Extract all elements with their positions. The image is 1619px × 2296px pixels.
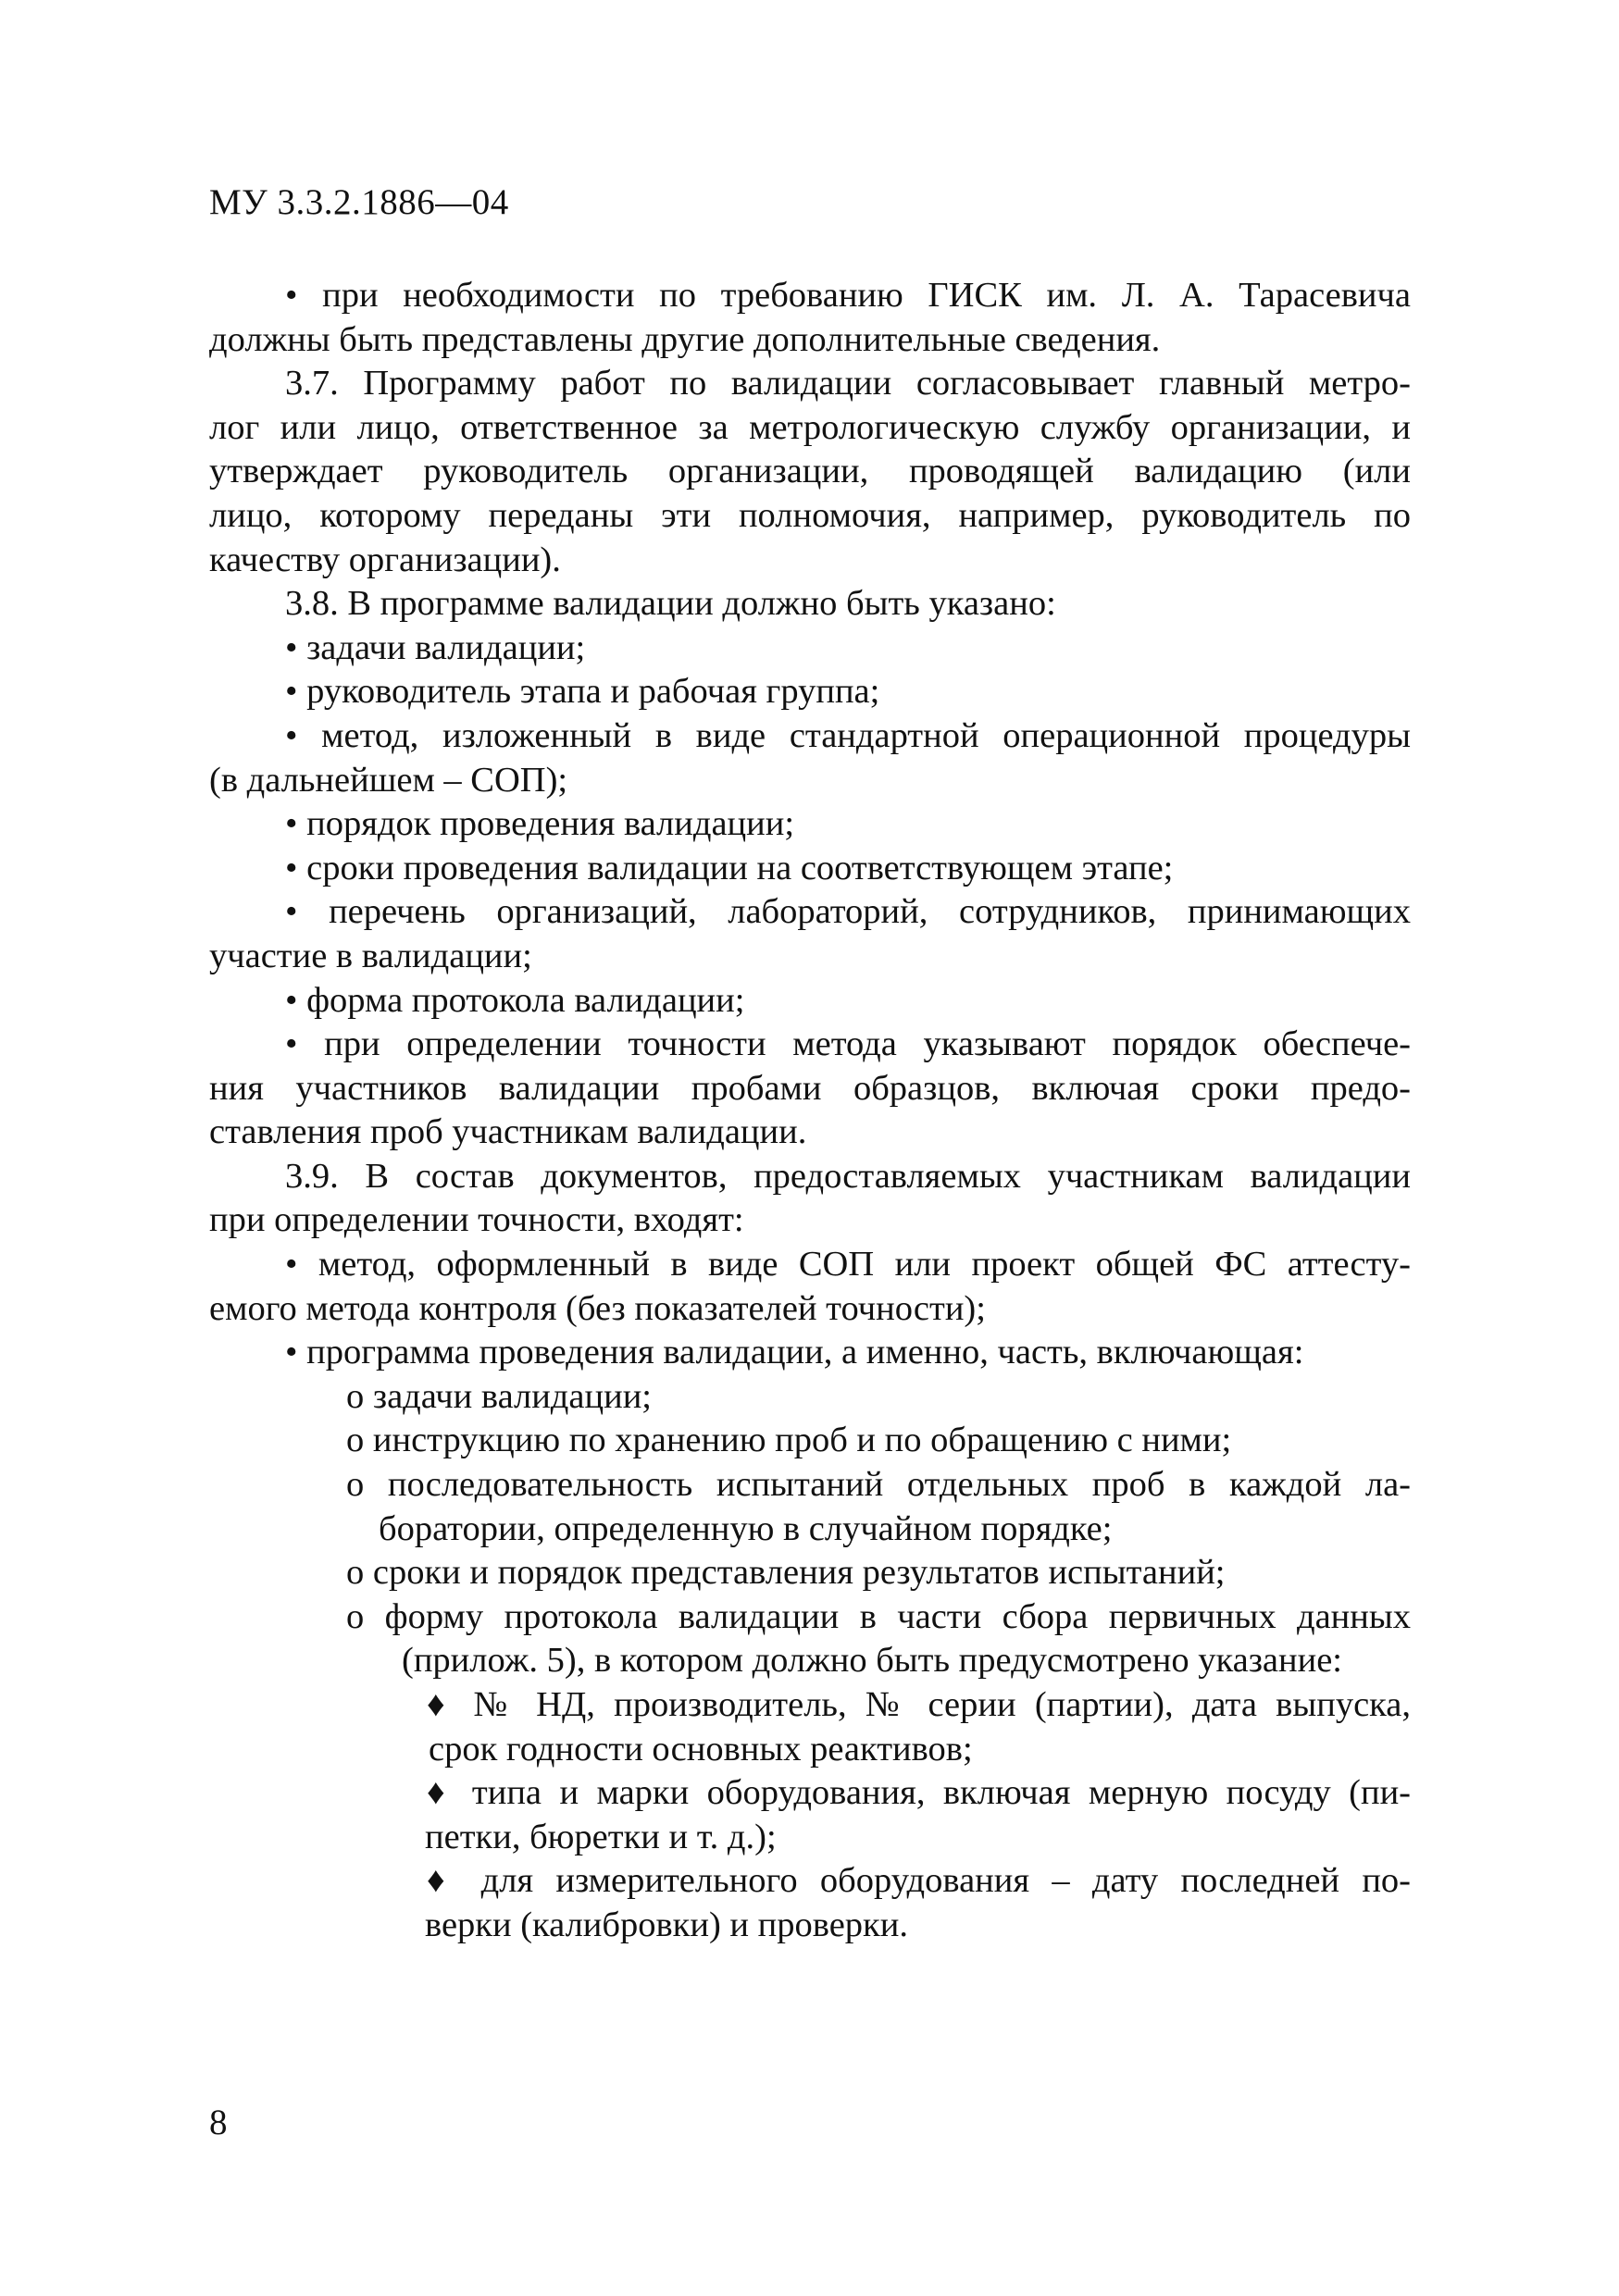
text-line: боратории, определенную в случайном порядке; [379, 1508, 1113, 1548]
page-number: 8 [209, 2103, 228, 2142]
text-line: • метод, оформленный в виде СОП или проект общей ФС аттесту- [285, 1245, 1411, 1285]
text-line: o форму протокола валидации в части сбора первичных данных [346, 1596, 1411, 1636]
text-line: o сроки и порядок представления результатов испытаний; [346, 1553, 1226, 1593]
document-code: МУ 3.3.2.1886—04 [209, 182, 509, 222]
text-line: срок годности основных реактивов; [429, 1729, 973, 1769]
text-line: (прилож. 5), в котором должно быть предусмотрено указание: [402, 1641, 1342, 1681]
text-line: • программа проведения валидации, а именно, часть, включающая: [285, 1333, 1304, 1372]
text-line: 3.8. В программе валидации должно быть указано: [285, 584, 1056, 624]
text-line: ♦ для измерительного оборудования – дату последней по- [427, 1861, 1411, 1901]
text-line: ♦ типа и марки оборудования, включая мерную посуду (пи- [427, 1773, 1411, 1813]
page-body [209, 274, 1411, 1948]
text-line: • перечень организаций, лабораторий, сотрудников, принимающих [285, 892, 1411, 932]
text-line: емого метода контроля (без показателей точности); [209, 1288, 986, 1328]
text-line: o инструкцию по хранению проб и по обращению с ними; [346, 1421, 1232, 1460]
text-line: • задачи валидации; [285, 627, 586, 667]
text-line: • сроки проведения валидации на соответствующем этапе; [285, 848, 1174, 887]
text-line: ставления проб участникам валидации. [209, 1112, 807, 1152]
text-line: участие в валидации; [209, 936, 532, 975]
text-line: лог или лицо, ответственное за метрологическую службу организации, и [209, 407, 1411, 447]
text-line: • при необходимости по требованию ГИСК им. Л. А. Тарасевича [285, 276, 1411, 315]
text-line: при определении точности, входят: [209, 1200, 744, 1240]
text-line: качеству организации). [209, 540, 561, 579]
text-line: утверждает руководитель организации, проводящей валидацию (или [209, 452, 1411, 491]
text-line: ♦ № НД, производитель, № серии (партии), дата выпуска, [427, 1685, 1411, 1724]
text-line: 3.9. В состав документов, предоставляемых участникам валидации [285, 1156, 1411, 1196]
text-line: петки, бюретки и т. д.); [425, 1817, 777, 1856]
text-line: • руководитель этапа и рабочая группа; [285, 672, 880, 712]
text-line: ния участников валидации пробами образцов, включая сроки предо- [209, 1068, 1411, 1108]
text-line: верки (калибровки) и проверки. [425, 1905, 908, 1944]
text-line: 3.7. Программу работ по валидации согласовывает главный метро- [285, 364, 1411, 403]
text-line: • при определении точности метода указывают порядок обеспече- [285, 1024, 1411, 1064]
text-line: лицо, которому переданы эти полномочия, например, руководитель по [209, 495, 1411, 535]
text-line: должны быть представлены другие дополнительные сведения. [209, 319, 1161, 359]
text-line: • форма протокола валидации; [285, 980, 745, 1020]
text-line: • метод, изложенный в виде стандартной операционной процедуры [285, 715, 1411, 755]
text-line: o задачи валидации; [346, 1376, 652, 1416]
text-line: • порядок проведения валидации; [285, 804, 795, 844]
text-line: o последовательность испытаний отдельных проб в каждой ла- [346, 1465, 1411, 1505]
text-line: (в дальнейшем – СОП); [209, 760, 568, 800]
